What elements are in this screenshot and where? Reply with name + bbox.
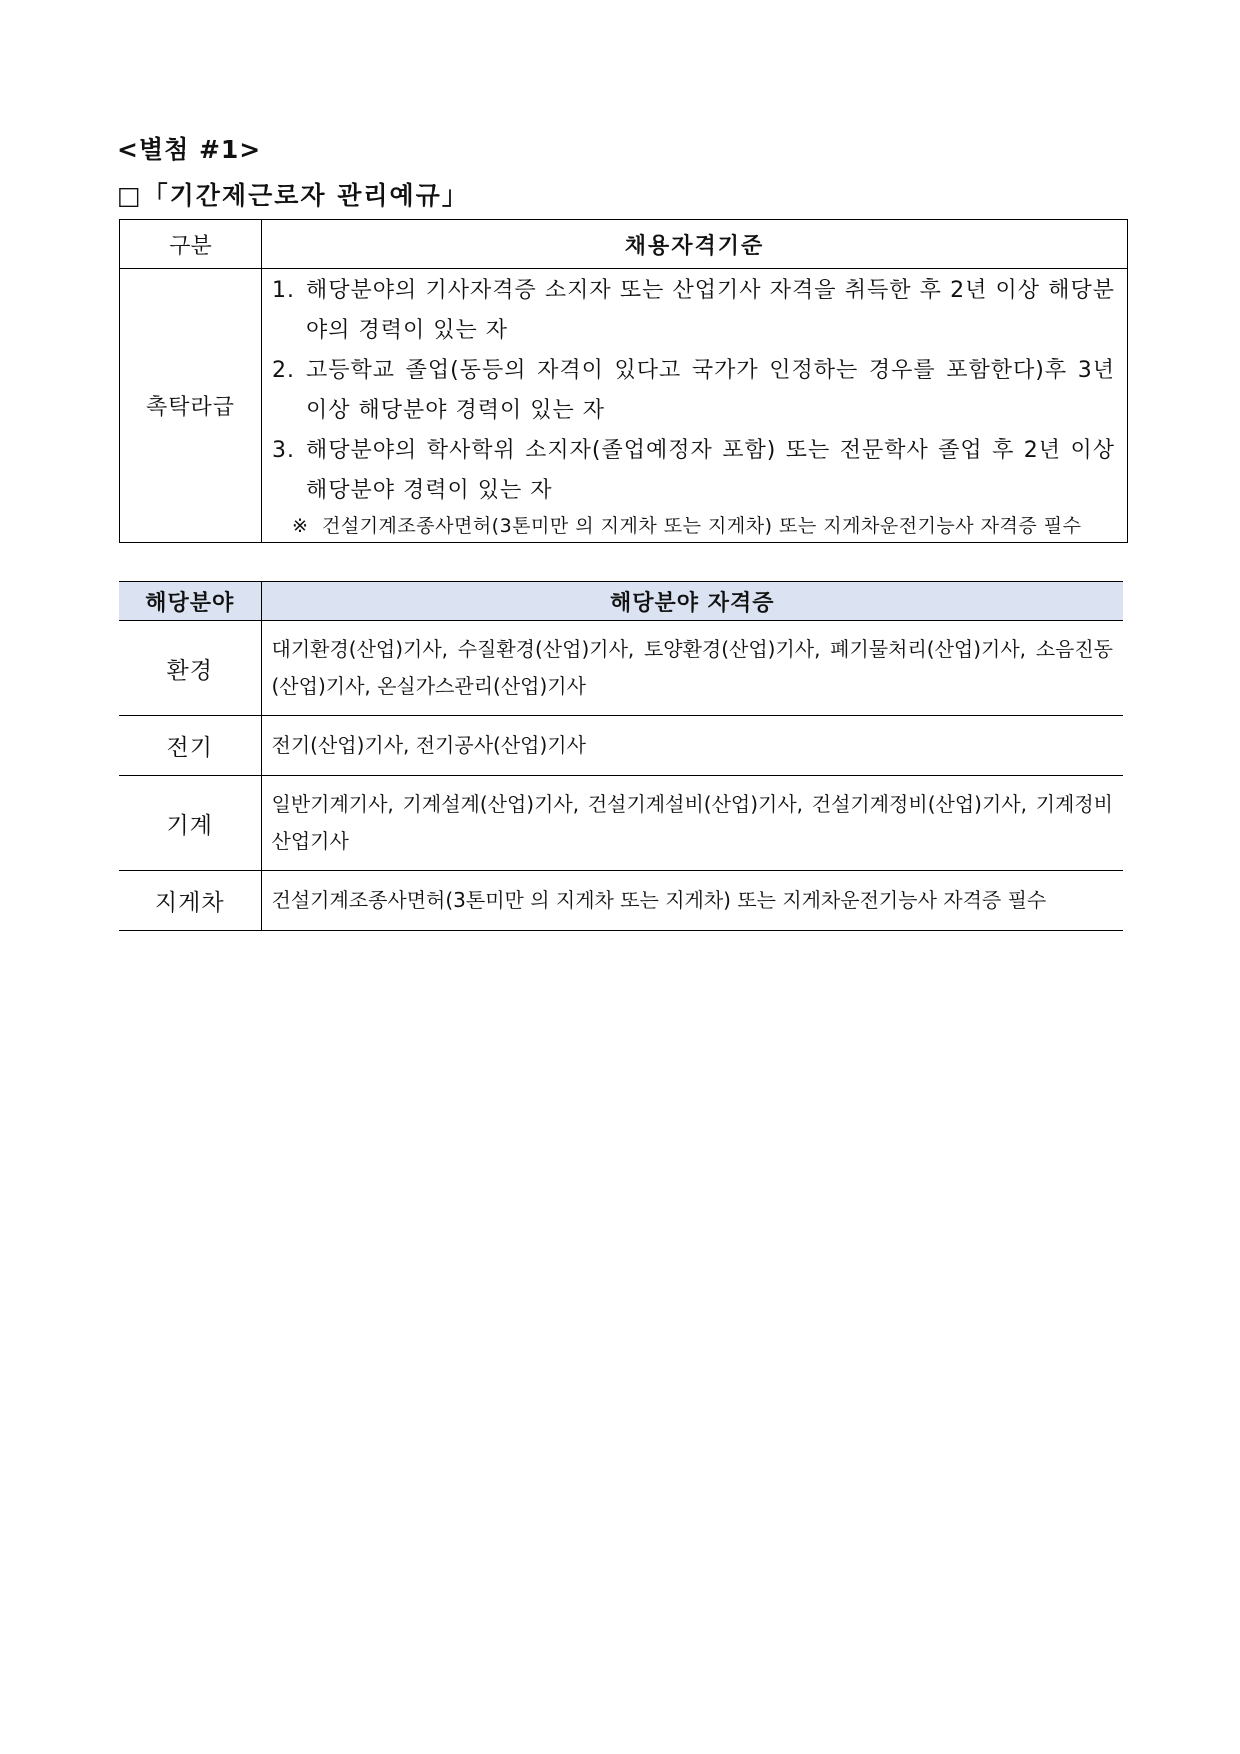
table-row: [119, 716, 1123, 776]
field-cell: 전기: [119, 716, 261, 776]
field-cell: 지게차: [119, 871, 261, 931]
requirement-text: 고등학교 졸업(동등의 자격이 있다고 국가가 인정하는 경우를 포함한다)후 3년 이상 해당분야 경력이 있는 자: [306, 358, 1115, 423]
requirements-cell: [262, 269, 1128, 543]
requirement-number: 1.: [272, 278, 295, 303]
table-row: [119, 871, 1123, 931]
document-title: □「기간제근로자 관리예규」: [117, 181, 469, 210]
criteria-row: [120, 269, 1128, 543]
requirement-item: [272, 431, 1115, 511]
header-category: 구분: [120, 220, 262, 269]
requirements-note: [272, 515, 1115, 538]
note-text: 건설기계조종사면허(3톤미만 의 지게차 또는 지게차) 또는 지게차운전기능사 자격증 필수: [322, 515, 1082, 537]
criteria-table: [119, 219, 1128, 543]
criteria-header-row: [120, 220, 1128, 269]
header-certificates: 해당분야 자격증: [261, 582, 1123, 621]
requirement-text: 해당분야의 기사자격증 소지자 또는 산업기사 자격을 취득한 후 2년 이상 해당분야의 경력이 있는 자: [306, 278, 1115, 343]
header-field: 해당분야: [119, 582, 261, 621]
certificates-cell: 대기환경(산업)기사, 수질환경(산업)기사, 토양환경(산업)기사, 폐기물처리(산업)기사, 소음진동(산업)기사, 온실가스관리(산업)기사: [261, 621, 1123, 716]
certificates-cell: 일반기계기사, 기계설계(산업)기사, 건설기계설비(산업)기사, 건설기계정비(산업)기사, 기계정비산업기사: [261, 776, 1123, 871]
certificates-cell: 건설기계조종사면허(3톤미만 의 지게차 또는 지게차) 또는 지게차운전기능사 자격증 필수: [261, 871, 1123, 931]
note-mark: ※: [292, 515, 309, 537]
field-cell: 기계: [119, 776, 261, 871]
attachment-label: <별첨 #1>: [117, 135, 262, 164]
requirements-list: [272, 271, 1115, 511]
requirement-number: 3.: [272, 438, 295, 463]
requirement-item: [272, 351, 1115, 431]
field-cell: 환경: [119, 621, 261, 716]
table-row: [119, 776, 1123, 871]
requirement-text: 해당분야의 학사학위 소지자(졸업예정자 포함) 또는 전문학사 졸업 후 2년 이상 해당분야 경력이 있는 자: [306, 438, 1115, 503]
requirement-item: [272, 271, 1115, 351]
certificates-cell: 전기(산업)기사, 전기공사(산업)기사: [261, 716, 1123, 776]
certificate-header-row: [119, 582, 1123, 621]
table-row: [119, 621, 1123, 716]
requirement-number: 2.: [272, 358, 295, 383]
category-cell: 촉탁라급: [120, 269, 262, 543]
certificate-table: [119, 581, 1123, 931]
header-criteria: 채용자격기준: [262, 220, 1128, 269]
